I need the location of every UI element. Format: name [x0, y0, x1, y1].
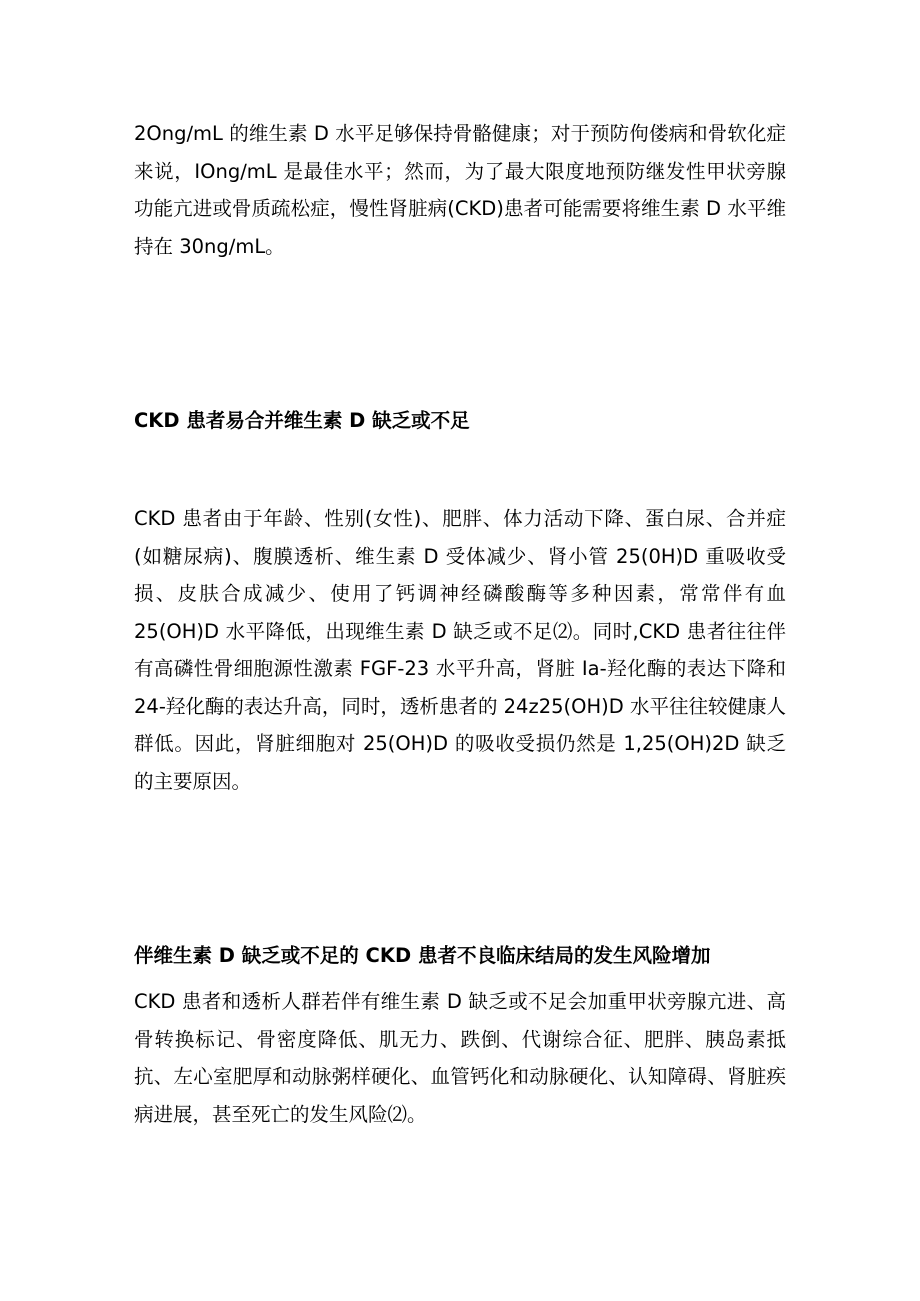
section-heading-ckd-deficiency: CKD 患者易合并维生素 D 缺乏或不足 — [134, 409, 470, 432]
section-heading-clinical-outcomes: 伴维生素 D 缺乏或不足的 CKD 患者不良临床结局的发生风险增加 — [134, 944, 711, 967]
paragraph-ckd-risk-factors: CKD 患者由于年龄、性别(女性)、肥胖、体力活动下降、蛋白尿、合并症(如糖尿病)、腹膜透析、维生素 D 受体减少、肾小管 25(0H)D 重吸收受损、皮肤合成减少、使用了钙调神经磷酸酶等多种因素，常常伴有血 25(OH)D 水平降低，出现维生素 D 缺乏或不足⑵。同时,CKD 患者往往伴有高磷性骨细胞源性激素 FGF-23 水平升高，肾脏 Ia-羟化酶的表达下降和 24-羟化酶的表达升高，同时，透析患者的 24z25(OH)D 水平往往较健康人群低。因此，肾脏细胞对 25(OH)D 的吸收受损仍然是 1,25(OH)2D 缺乏的主要原因。 — [134, 507, 786, 793]
paragraph-vitamin-d-levels: 2Ong∕mL 的维生素 D 水平足够保持骨骼健康；对于预防佝偻病和骨软化症来说，IOng∕mL 是最佳水平；然而，为了最大限度地预防继发性甲状旁腺功能亢进或骨质疏松症，慢性肾脏病(CKD)患者可能需要将维生素 D 水平维持在 30ng∕mL。 — [134, 122, 786, 258]
paragraph-adverse-outcomes: CKD 患者和透析人群若伴有维生素 D 缺乏或不足会加重甲状旁腺亢进、高骨转换标记、骨密度降低、肌无力、跌倒、代谢综合征、肥胖、胰岛素抵抗、左心室肥厚和动脉粥样硬化、血管钙化和动脉硬化、认知障碍、肾脏疾病进展，甚至死亡的发生风险⑵。 — [134, 990, 786, 1126]
